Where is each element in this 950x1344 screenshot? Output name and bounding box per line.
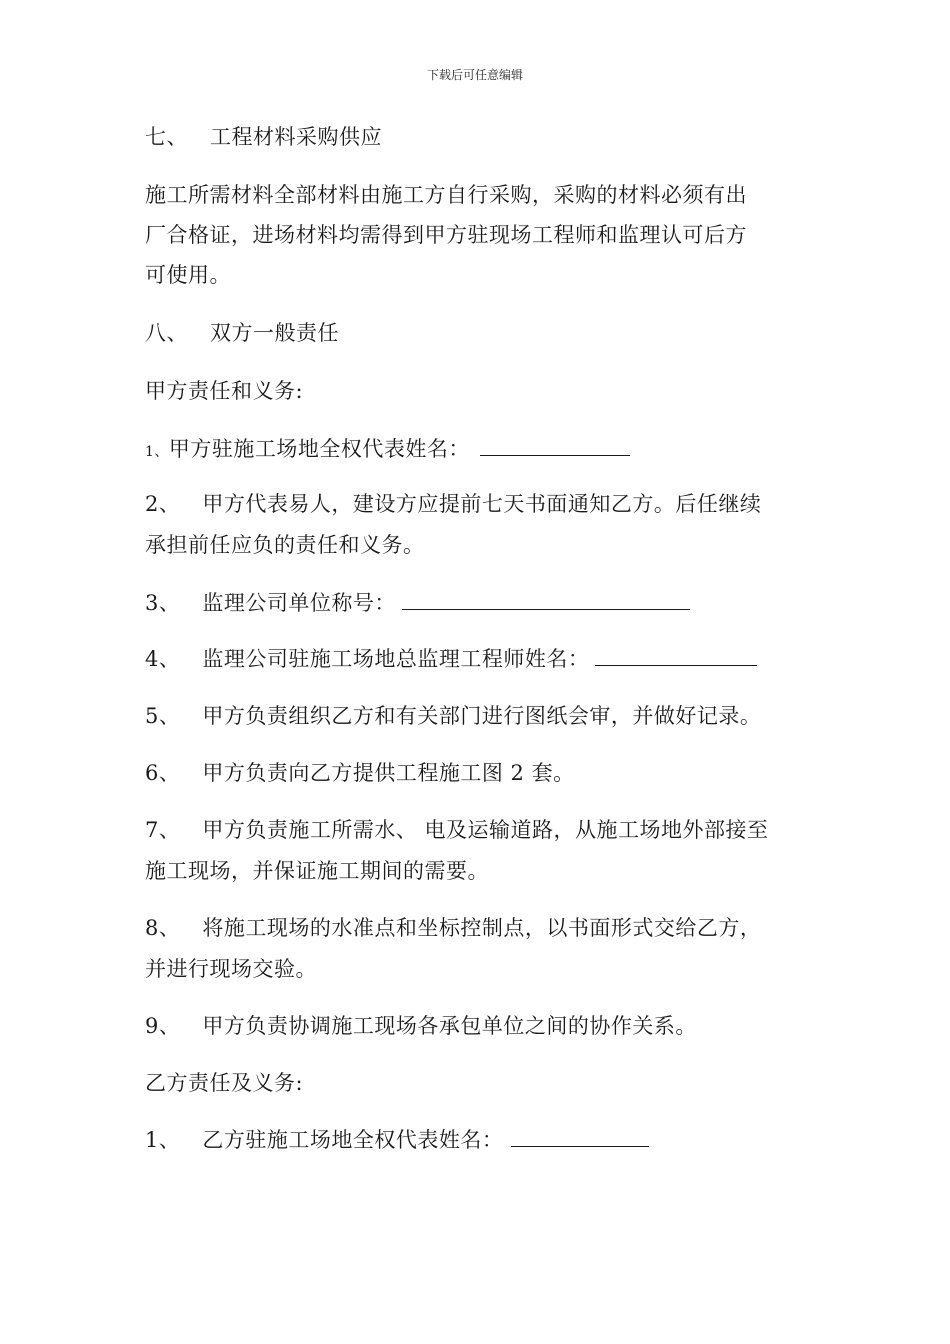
party-a-item-8	[145, 915, 761, 941]
item-number: 1、	[145, 1128, 181, 1152]
item-text: 乙方驻施工场地全权代表姓名：	[202, 1128, 504, 1152]
party-a-item-8-continued: 并进行现场交验。	[145, 957, 317, 981]
supervisor-company-blank-field[interactable]	[402, 591, 690, 610]
section-7-heading	[145, 124, 382, 150]
section-8-title: 双方一般责任	[210, 321, 339, 345]
party-b-name-blank-field[interactable]	[511, 1128, 649, 1147]
section-7-paragraph-line-2: 厂合格证，进场材料均需得到甲方驻现场工程师和监理认可后方	[145, 223, 747, 247]
chief-supervisor-blank-field[interactable]	[595, 647, 757, 666]
section-8-heading	[145, 320, 339, 346]
party-a-item-3	[145, 590, 690, 616]
party-a-item-7-continued: 施工现场，并保证施工期间的需要。	[145, 859, 489, 883]
item-number: 3、	[145, 591, 181, 615]
party-a-item-2-continued: 承担前任应负的责任和义务。	[145, 533, 425, 557]
party-a-item-5	[145, 703, 761, 729]
item-text: 甲方代表易人，建设方应提前七天书面通知乙方。后任继续	[202, 492, 762, 516]
party-b-item-1	[145, 1127, 649, 1153]
item-text: 甲方负责向乙方提供工程施工图 2 套。	[202, 761, 575, 785]
party-b-heading: 乙方责任及义务:	[145, 1071, 304, 1095]
item-number: 7、	[145, 818, 181, 842]
item-text: 将施工现场的水准点和坐标控制点，以书面形式交给乙方，	[202, 916, 762, 940]
item-number: 6、	[145, 761, 181, 785]
section-7-paragraph-line-3: 可使用。	[145, 263, 231, 287]
section-8-number: 八、	[145, 321, 188, 345]
item-number: 2、	[145, 492, 181, 516]
party-a-heading: 甲方责任和义务:	[145, 379, 304, 403]
section-7-number: 七、	[145, 125, 188, 149]
item-text: 甲方驻施工场地全权代表姓名：	[168, 437, 470, 461]
item-text: 甲方负责组织乙方和有关部门进行图纸会审，并做好记录。	[202, 704, 762, 728]
item-number: 5、	[145, 704, 181, 728]
item-number: 8、	[145, 916, 181, 940]
section-7-paragraph-line-1: 施工所需材料全部材料由施工方自行采购，采购的材料必须有出	[145, 183, 747, 207]
party-a-item-9	[145, 1013, 697, 1039]
party-a-item-2	[145, 491, 761, 517]
item-text: 监理公司单位称号：	[202, 591, 396, 615]
item-number: 9、	[145, 1014, 181, 1038]
item-number: 4、	[145, 647, 181, 671]
item-text: 监理公司驻施工场地总监理工程师姓名：	[202, 647, 590, 671]
party-a-item-7	[145, 817, 769, 843]
name-blank-field[interactable]	[480, 437, 630, 456]
section-7-title: 工程材料采购供应	[210, 125, 382, 149]
party-a-item-6	[145, 760, 575, 786]
item-text: 甲方负责协调施工现场各承包单位之间的协作关系。	[202, 1014, 697, 1038]
party-a-item-1	[145, 436, 630, 465]
item-text: 甲方负责施工所需水、 电及运输道路，从施工场地外部接至	[202, 818, 769, 842]
party-a-item-4	[145, 646, 757, 672]
page-header-note: 下载后可任意编辑	[426, 68, 523, 82]
item-number: 1、	[145, 444, 169, 460]
